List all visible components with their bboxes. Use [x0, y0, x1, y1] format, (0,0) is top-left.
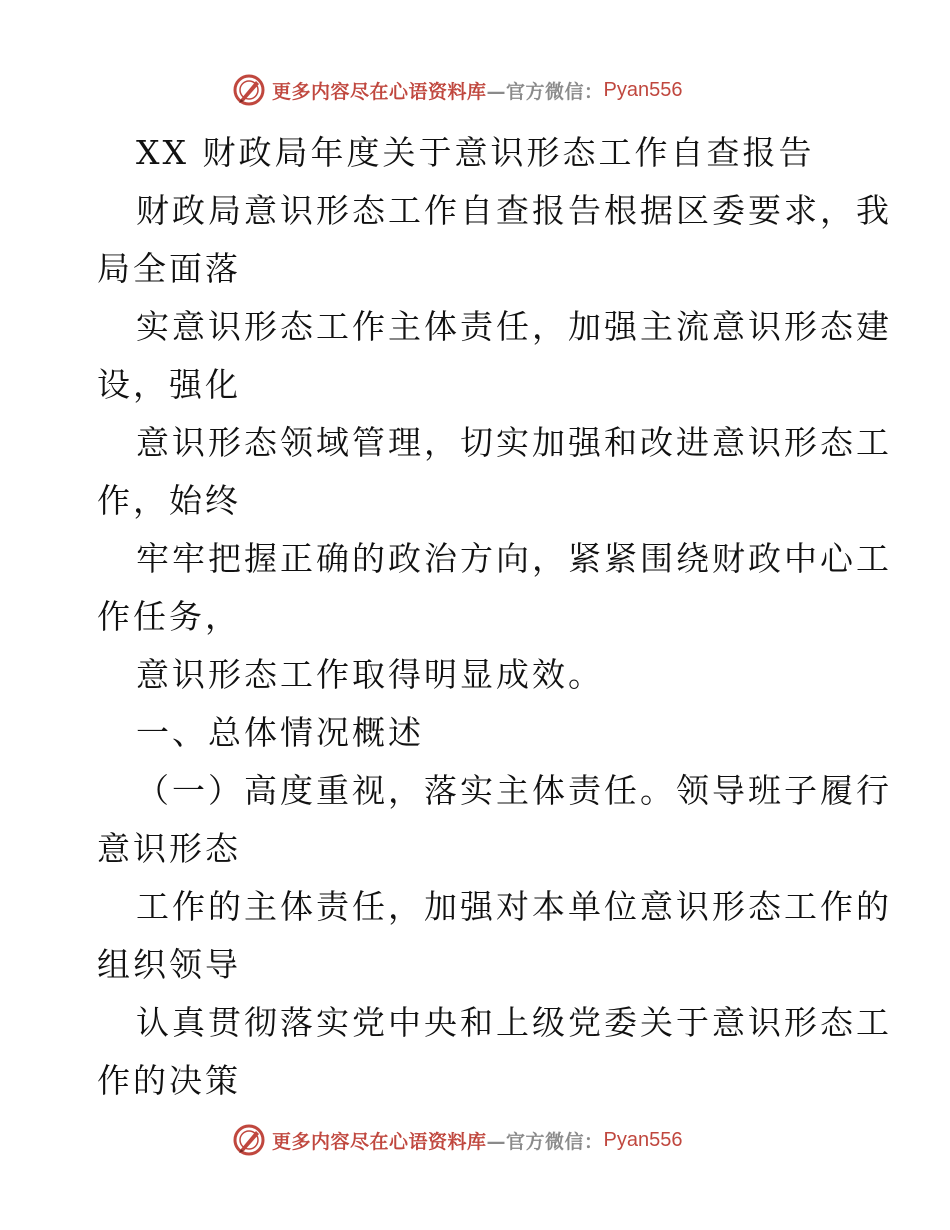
section-heading: 一、总体情况概述 [136, 713, 424, 752]
watermark-code: Pyan556 [603, 78, 683, 101]
paragraph-line: 财政局意识形态工作自查报告根据区委要求，我 [136, 191, 892, 230]
paragraph-line: 作的决策 [97, 1061, 241, 1100]
paragraph-line: 设，强化 [97, 365, 241, 404]
paragraph-line: 牢牢把握正确的政治方向，紧紧围绕财政中心工 [136, 539, 892, 578]
watermark-code: Pyan556 [603, 1128, 683, 1151]
paragraph-line: 局全面落 [97, 249, 241, 288]
paragraph-line: 工作的主体责任，加强对本单位意识形态工作的 [136, 887, 892, 926]
paragraph-line: 意识形态工作取得明显成效。 [136, 655, 604, 694]
quill-pen-logo-icon [232, 1123, 266, 1157]
paragraph-line: 组织领导 [97, 945, 241, 984]
paragraph-line: 意识形态领域管理，切实加强和改进意识形态工 [136, 423, 892, 462]
paragraph-line: （一）高度重视，落实主体责任。领导班子履行 [136, 771, 892, 810]
paragraph-line: 实意识形态工作主体责任，加强主流意识形态建 [136, 307, 892, 346]
document-title: XX 财政局年度关于意识形态工作自查报告 [136, 133, 815, 172]
paragraph-line: 意识形态 [97, 829, 241, 868]
paragraph-line: 认真贯彻落实党中央和上级党委关于意识形态工 [136, 1003, 892, 1042]
watermark-red-text: 更多内容尽在心语资料库 [272, 1130, 487, 1153]
watermark-gray-text: —官方微信： [486, 1130, 604, 1153]
quill-pen-logo-icon [232, 73, 266, 107]
watermark-gray-text: —官方微信： [486, 80, 604, 103]
watermark-red-text: 更多内容尽在心语资料库 [272, 80, 487, 103]
paragraph-line: 作任务， [97, 597, 241, 636]
footer-watermark [232, 1122, 683, 1158]
header-watermark [232, 72, 683, 108]
document-body [97, 124, 892, 1110]
paragraph-line: 作，始终 [97, 481, 241, 520]
